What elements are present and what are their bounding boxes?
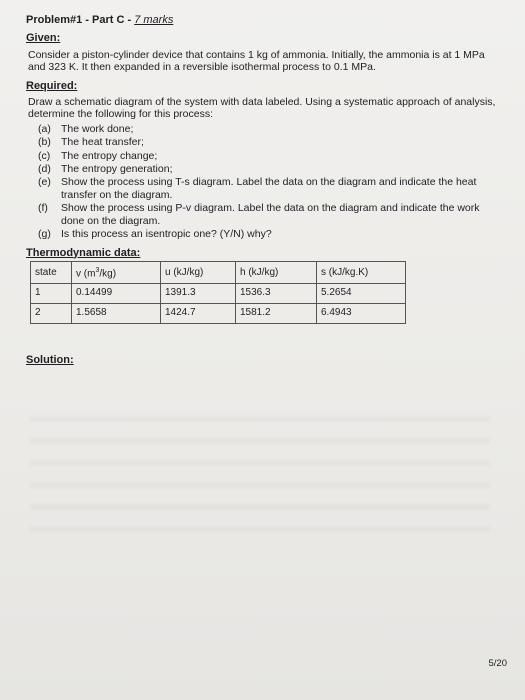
item-key: (d) bbox=[38, 163, 51, 176]
cell-v: 0.14499 bbox=[72, 283, 161, 303]
list-item bbox=[38, 202, 505, 227]
col-header-h: h (kJ/kg) bbox=[236, 261, 317, 283]
cell-state: 1 bbox=[31, 283, 72, 303]
cell-u: 1391.3 bbox=[161, 283, 236, 303]
col-header-u: u (kJ/kg) bbox=[161, 261, 236, 283]
v-unit-exp: 3 bbox=[95, 266, 100, 274]
item-text: The heat transfer; bbox=[61, 136, 144, 149]
item-text: Show the process using T-s diagram. Label the data on the diagram and indicate the heat transfer on the diagram. bbox=[61, 176, 477, 201]
required-intro: Draw a schematic diagram of the system with data labeled. Using a systematic approach of analysis, determine the following for this process: bbox=[28, 96, 496, 121]
list-item bbox=[38, 163, 505, 175]
col-header-state: state bbox=[31, 261, 72, 283]
cell-h: 1581.2 bbox=[236, 303, 317, 323]
cell-h: 1536.3 bbox=[236, 283, 317, 303]
table-row bbox=[31, 283, 406, 303]
table-row bbox=[31, 303, 406, 323]
marks-label: 7 marks bbox=[134, 14, 174, 26]
list-item bbox=[38, 136, 505, 148]
cell-state: 2 bbox=[31, 303, 72, 323]
list-item bbox=[38, 228, 505, 240]
item-text: The entropy change; bbox=[61, 149, 158, 162]
cell-u: 1424.7 bbox=[161, 303, 236, 323]
given-text: Consider a piston-cylinder device that contains 1 kg of ammonia. Initially, the ammonia is at 1 MPa and 323 K. It then expanded in a reversible isothermal process to 0.1 MPa. bbox=[28, 48, 485, 74]
item-text: Show the process using P-v diagram. Label the data on the diagram and indicate the work done on the diagram. bbox=[61, 202, 480, 227]
page-number: 5/20 bbox=[488, 657, 507, 669]
v-unit-b: /kg) bbox=[99, 268, 117, 280]
thermo-section bbox=[26, 247, 505, 324]
item-key: (f) bbox=[38, 202, 48, 215]
required-list bbox=[26, 123, 505, 241]
table-header-row bbox=[31, 261, 406, 283]
show-through-texture bbox=[30, 400, 490, 540]
cell-v: 1.5658 bbox=[72, 303, 161, 323]
problem-heading: Problem#1 - Part C - bbox=[26, 14, 135, 26]
item-text: The work done; bbox=[61, 122, 134, 135]
item-key: (e) bbox=[38, 176, 51, 189]
col-header-s: s (kJ/kg.K) bbox=[317, 261, 406, 283]
item-key: (g) bbox=[38, 228, 51, 241]
v-unit-a: v (m bbox=[76, 268, 96, 280]
item-key: (c) bbox=[38, 149, 51, 162]
item-key: (a) bbox=[38, 122, 51, 135]
thermo-label: Thermodynamic data: bbox=[26, 246, 141, 259]
given-label: Given: bbox=[26, 32, 61, 45]
required-label: Required: bbox=[26, 79, 78, 92]
col-header-v bbox=[72, 261, 161, 283]
list-item bbox=[38, 150, 505, 162]
cell-s: 5.2654 bbox=[317, 283, 406, 303]
item-text: Is this process an isentropic one? (Y/N) why? bbox=[61, 228, 272, 241]
thermo-table bbox=[30, 261, 406, 324]
item-text: The entropy generation; bbox=[61, 163, 173, 176]
list-item bbox=[38, 176, 505, 201]
item-key: (b) bbox=[38, 136, 51, 149]
problem-title bbox=[26, 14, 505, 26]
cell-s: 6.4943 bbox=[317, 303, 406, 323]
list-item bbox=[38, 123, 505, 135]
solution-label: Solution: bbox=[26, 353, 74, 366]
